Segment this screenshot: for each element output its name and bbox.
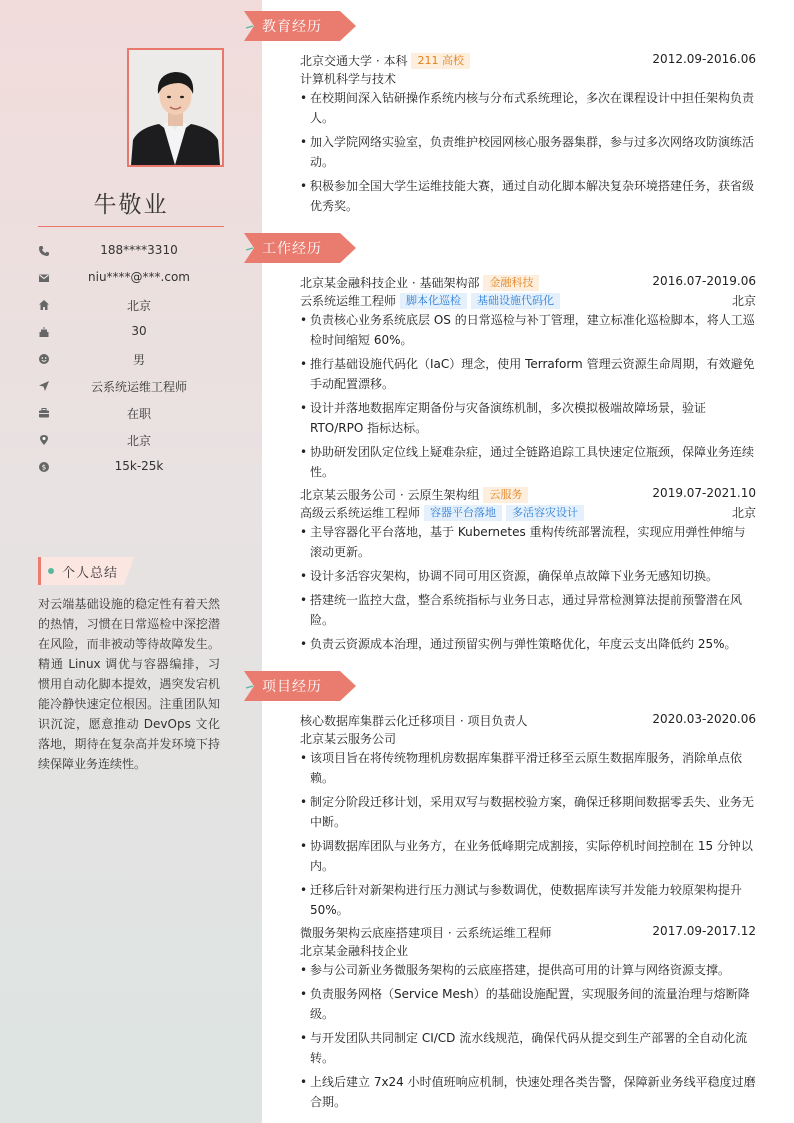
info-position (38, 378, 224, 396)
section-projects-header (244, 671, 358, 701)
job-bullet: • 负责云资源成本治理，通过预留实例与弹性策略优化，年度云支出降低约 25%。 (300, 634, 756, 654)
name-divider (38, 226, 224, 227)
education-school: 北京交通大学 · 本科 (300, 54, 408, 68)
project-bullet: • 制定分阶段迁移计划，采用双写与数据校验方案，确保迁移期间数据零丢失、业务无中断。 (300, 792, 756, 832)
project-org: 北京某云服务公司 (300, 732, 397, 746)
job-bullet: • 主导容器化平台落地，基于 Kubernetes 重构传统部署流程，实现应用弹性伸缩与滚动更新。 (300, 522, 756, 562)
info-home (38, 297, 224, 315)
project-bullet: • 与开发团队共同制定 CI/CD 流水线规范，确保代码从提交到生产部署的全自动化流转。 (300, 1028, 756, 1068)
job-company-line (300, 274, 756, 292)
info-email (38, 270, 224, 288)
info-phone (38, 243, 224, 261)
education-major: 计算机科学与技术 (300, 72, 397, 86)
job-role-tag: 脚本化巡检 (400, 293, 467, 309)
home-icon (38, 299, 50, 311)
job-date: 2019.07-2021.10 (652, 486, 756, 500)
section-education-header (244, 11, 358, 41)
section-education-title: 教育经历 (262, 19, 322, 35)
project-name: 微服务架构云底座搭建项目 · 云系统运维工程师 (300, 926, 552, 940)
education-tag: 211 高校 (411, 53, 470, 69)
info-gender (38, 351, 224, 369)
project-bullet: • 协调数据库团队与业务方，在业务低峰期完成割接，实际停机时间控制在 15 分钟以内。 (300, 836, 756, 876)
info-salary (38, 459, 224, 477)
sidebar (0, 0, 262, 1123)
section-work-header (244, 233, 358, 263)
svg-text:$: $ (41, 463, 47, 472)
job-bullet: • 负责核心业务系统底层 OS 的日常巡检与补丁管理，建立标准化巡检脚本，将人工巡检时间缩短 60%。 (300, 310, 756, 350)
project-bullet: • 上线后建立 7x24 小时值班响应机制，快速处理各类告警，保障新业务线平稳度过磨合期。 (300, 1072, 756, 1112)
job-company-line (300, 486, 756, 504)
project-bullet: • 参与公司新业务微服务架构的云底座搭建，提供高可用的计算与网络资源支撑。 (300, 960, 756, 980)
gender-value: 男 (132, 353, 145, 367)
job-company-tag: 云服务 (483, 487, 528, 503)
project-name: 核心数据库集群云化迁移项目 · 项目负责人 (300, 714, 528, 728)
mail-icon (38, 272, 50, 284)
education-bullet: • 加入学院网络实验室，负责维护校园网核心服务器集群，参与过多次网络攻防演练活动。 (300, 132, 756, 172)
job-role-line (300, 292, 756, 310)
project-name-line (300, 712, 756, 730)
job-role-tag: 基础设施代码化 (471, 293, 560, 309)
briefcase-icon (38, 407, 50, 419)
age-value: 30 (131, 324, 147, 338)
project-bullet: • 该项目旨在将传统物理机房数据库集群平滑迁移至云原生数据库服务，消除单点依赖。 (300, 748, 756, 788)
section-work-title: 工作经历 (262, 241, 322, 257)
home-value: 北京 (126, 299, 151, 313)
summary-dot (48, 568, 54, 574)
position-value: 云系统运维工程师 (90, 380, 187, 394)
job-role-tag: 多活容灾设计 (506, 505, 584, 521)
project-bullet: • 负责服务网格（Service Mesh）的基础设施配置，实现服务间的流量治理与熔断降级。 (300, 984, 756, 1024)
candidate-name: 牛敬业 (93, 192, 169, 218)
send-icon (38, 380, 50, 392)
profile-photo (127, 48, 224, 167)
cake-icon (38, 326, 50, 338)
job-role: 云系统运维工程师 (300, 294, 397, 308)
project-org: 北京某金融科技企业 (300, 944, 409, 958)
status-value: 在职 (126, 407, 151, 421)
summary-title: 个人总结 (62, 566, 119, 581)
education-bullet: • 积极参加全国大学生运维技能大赛，通过自动化脚本解决复杂环境搭建任务，获省级优秀奖。 (300, 176, 756, 216)
info-age (38, 324, 224, 342)
location-value: 北京 (126, 434, 151, 448)
job-role: 高级云系统运维工程师 (300, 506, 421, 520)
info-location (38, 432, 224, 450)
project-name-line (300, 924, 756, 942)
education-school-line (300, 52, 756, 70)
job-bullet: • 推行基础设施代码化（IaC）理念，使用 Terraform 管理云资源生命周期，有效避免手动配置漂移。 (300, 354, 756, 394)
project-date: 2017.09-2017.12 (652, 924, 756, 938)
money-icon (38, 461, 50, 473)
project-date: 2020.03-2020.06 (652, 712, 756, 726)
job-location: 北京 (731, 506, 756, 520)
job-date: 2016.07-2019.06 (652, 274, 756, 288)
phone-icon (38, 245, 50, 257)
salary-value: 15k-25k (114, 459, 164, 473)
job-company: 北京某金融科技企业 · 基础架构部 (300, 276, 480, 290)
summary-text: 对云端基础设施的稳定性有着天然的热情，习惯在日常巡检中深挖潜在风险，而非被动等待故障发生。精通 Linux 调优与容器编排，习惯用自动化脚本提效，遇突发宕机能冷静快速定位根因。注重团队知识沉淀，愿意推动 DevOps 文化落地，期待在复杂高并发环境下持续保障业务连续性。 (38, 597, 220, 771)
job-role-line (300, 504, 756, 522)
main-content (244, 0, 794, 1123)
job-bullet: • 设计多活容灾架构，协调不同可用区资源，确保单点故障下业务无感知切换。 (300, 566, 756, 586)
education-date: 2012.09-2016.06 (652, 52, 756, 66)
education-bullet: • 在校期间深入钻研操作系统内核与分布式系统理论，多次在课程设计中担任架构负责人。 (300, 88, 756, 128)
project-bullet: • 迁移后针对新架构进行压力测试与参数调优，使数据库读写并发能力较原架构提升 50%。 (300, 880, 756, 920)
location-pin-icon (38, 434, 50, 446)
job-location: 北京 (731, 294, 756, 308)
email-value: niu****@***.com (88, 270, 190, 284)
info-status (38, 405, 224, 423)
job-bullet: • 设计并落地数据库定期备份与灾备演练机制，多次模拟极端故障场景，验证 RTO/RPO 指标达标。 (300, 398, 756, 438)
job-role-tag: 容器平台落地 (424, 505, 502, 521)
summary-heading (38, 557, 134, 585)
job-bullet: • 协助研发团队定位线上疑难杂症，通过全链路追踪工具快速定位瓶颈，保障业务连续性。 (300, 442, 756, 482)
job-company-tag: 金融科技 (483, 275, 539, 291)
job-company: 北京某云服务公司 · 云原生架构组 (300, 488, 480, 502)
smiley-icon (38, 353, 50, 365)
section-projects-title: 项目经历 (262, 679, 322, 695)
job-bullet: • 搭建统一监控大盘，整合系统指标与业务日志，通过异常检测算法提前预警潜在风险。 (300, 590, 756, 630)
phone-value: 188****3310 (100, 243, 178, 257)
